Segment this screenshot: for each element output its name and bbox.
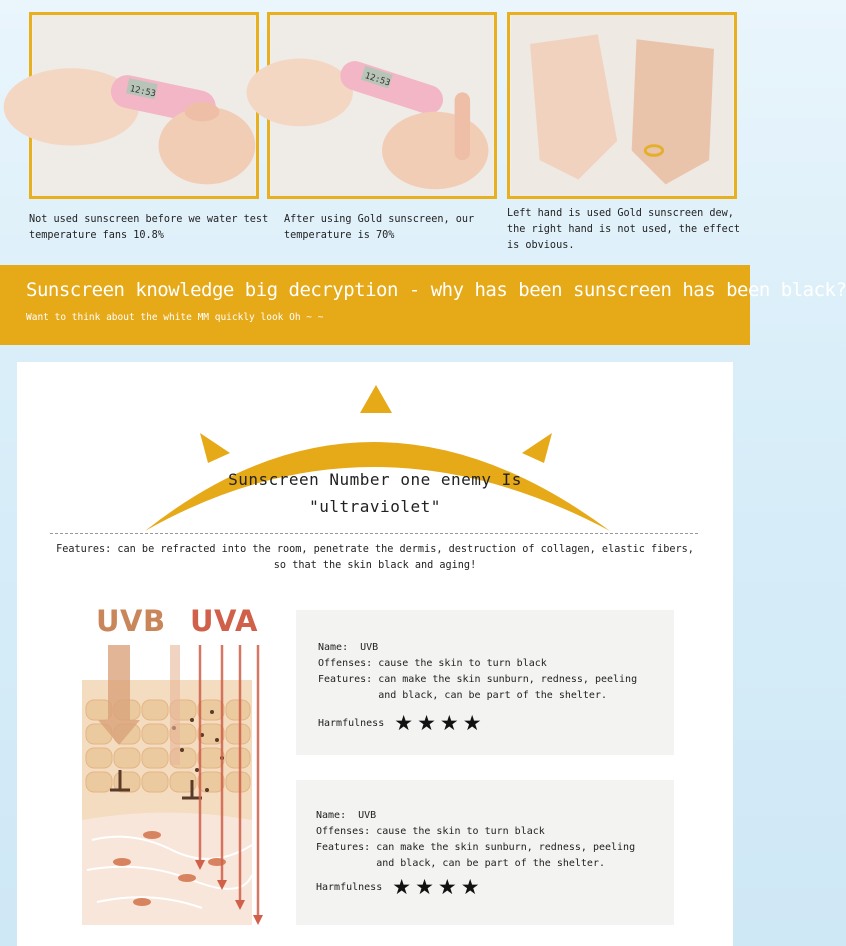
arc-triangle-right — [522, 433, 552, 463]
photo-row — [0, 0, 750, 265]
device-readout: 12:53 — [363, 71, 392, 89]
harmfulness-row — [316, 875, 484, 899]
info-box-2 — [296, 780, 674, 925]
info-text: Name: UVB Offenses: cause the skin to turn black Features: can make the skin sunburn, redness, peeling and black, can be part of the shelter. — [318, 642, 638, 701]
device-readout: 12:53 — [128, 84, 157, 100]
harmfulness-row — [318, 711, 486, 735]
enemy-line-2: "ultraviolet" — [309, 497, 441, 516]
uva-label: UVA — [190, 604, 258, 638]
skin-layer-diagram — [82, 640, 272, 925]
caption-before: Not used sunscreen before we water test temperature fans 10.8% — [29, 214, 269, 241]
dashed-divider — [50, 533, 698, 534]
enemy-line-1: Sunscreen Number one enemy Is — [228, 470, 522, 489]
photo-hands-comparison — [507, 12, 737, 199]
info-text: Name: UVB Offenses: cause the skin to turn black Features: can make the skin sunburn, redness, peeling and black, can be part of the shelter. — [316, 810, 636, 869]
star-icon: ★ — [417, 711, 436, 735]
info-box-1 — [296, 610, 674, 755]
banner-title: Sunscreen knowledge big decryption - why has been sunscreen has been black? — [26, 279, 846, 301]
star-icon: ★ — [415, 875, 434, 899]
harmfulness-stars — [394, 711, 485, 735]
uvb-label: UVB — [96, 604, 166, 638]
harmfulness-stars — [392, 875, 483, 899]
star-icon: ★ — [437, 875, 457, 899]
arc-triangle-left — [200, 433, 230, 463]
star-icon: ★ — [460, 875, 480, 899]
star-icon: ★ — [394, 711, 414, 735]
star-icon: ★ — [439, 711, 459, 735]
section-banner — [0, 265, 846, 345]
features-text: Features: can be refracted into the room, penetrate the dermis, destruction of collagen, elastic fibers, so that the skin black and aging! — [56, 544, 694, 571]
arc-triangle-top — [360, 385, 392, 413]
harmfulness-label: Harmfulness — [316, 881, 383, 893]
banner-subtitle: Want to think about the white MM quickly look Oh ~ ~ — [26, 312, 324, 323]
photo-before-sunscreen — [29, 12, 259, 199]
photo-after-sunscreen — [267, 12, 497, 199]
caption-after: After using Gold sunscreen, our temperature is 70% — [284, 214, 475, 241]
harmfulness-label: Harmfulness — [318, 717, 385, 729]
star-icon: ★ — [462, 711, 482, 735]
star-icon: ★ — [392, 875, 412, 899]
caption-hands: Left hand is used Gold sunscreen dew, the right hand is not used, the effect is obvious. — [507, 208, 741, 251]
